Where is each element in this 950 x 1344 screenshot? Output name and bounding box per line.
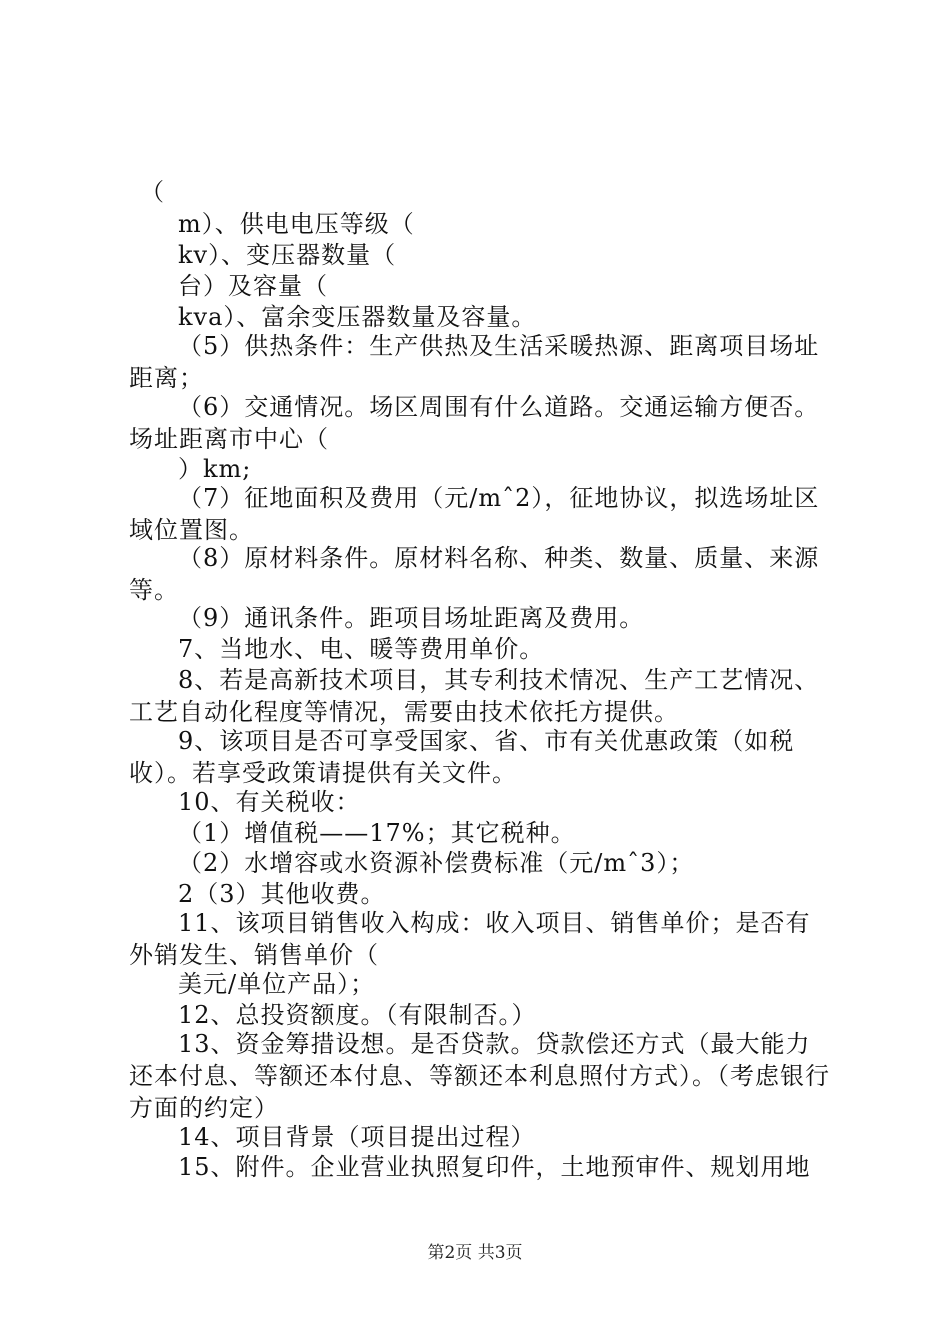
paragraph: 11、该项目销售收入构成：收入项目、销售单价；是否有外销发生、销售单价（ xyxy=(129,909,811,969)
paragraph: 9、该项目是否可享受国家、省、市有关优惠政策（如税收）。若享受政策请提供有关文件。 xyxy=(129,727,795,787)
paragraph: 13、资金筹措设想。是否贷款。贷款偿还方式（最大能力还本付息、等额还本付息、等额还本利息照付方式）。（考虑银行方面的约定） xyxy=(129,1030,830,1122)
text-line: 10、有关税收： xyxy=(178,788,361,816)
text-line: （2）水增容或水资源补偿费标准（元/mˆ3）； xyxy=(178,849,695,877)
text-line: （9）通讯条件。距项目场址距离及费用。 xyxy=(178,604,645,632)
text-line: 15、附件。企业营业执照复印件，土地预审件、规划用地 xyxy=(178,1153,811,1181)
paragraph: （6）交通情况。场区周围有什么道路。交通运输方便否。场址距离市中心（ xyxy=(129,393,820,453)
text-line: （ xyxy=(140,178,165,206)
paragraph: （7）征地面积及费用（元/mˆ2），征地协议，拟选场址区域位置图。 xyxy=(129,484,820,544)
text-line: 2（3）其他收费。 xyxy=(178,880,386,908)
text-line: （1）增值税——17%；其它税种。 xyxy=(178,819,576,847)
text-line: 台）及容量（ xyxy=(178,272,328,300)
paragraph: 8、若是高新技术项目，其专利技术情况、生产工艺情况、工艺自动化程度等情况，需要由技术依托方提供。 xyxy=(129,666,820,726)
text-line: m）、供电电压等级（ xyxy=(178,210,415,238)
paragraph: （5）供热条件：生产供热及生活采暖热源、距离项目场址距离； xyxy=(129,332,820,392)
paragraph: （8）原材料条件。原材料名称、种类、数量、质量、来源等。 xyxy=(129,544,820,604)
text-line: ）km; xyxy=(178,455,252,483)
text-line: kv）、变压器数量（ xyxy=(178,241,397,269)
page-footer: 第2页 共3页 xyxy=(427,1243,523,1263)
text-line: 美元/单位产品）； xyxy=(178,970,376,998)
text-line: 7、当地水、电、暖等费用单价。 xyxy=(178,635,545,663)
text-line: 14、项目背景（项目提出过程） xyxy=(178,1123,536,1151)
text-line: 12、总投资额度。（有限制否。） xyxy=(178,1001,537,1029)
text-line: kva）、富余变压器数量及容量。 xyxy=(178,303,537,331)
